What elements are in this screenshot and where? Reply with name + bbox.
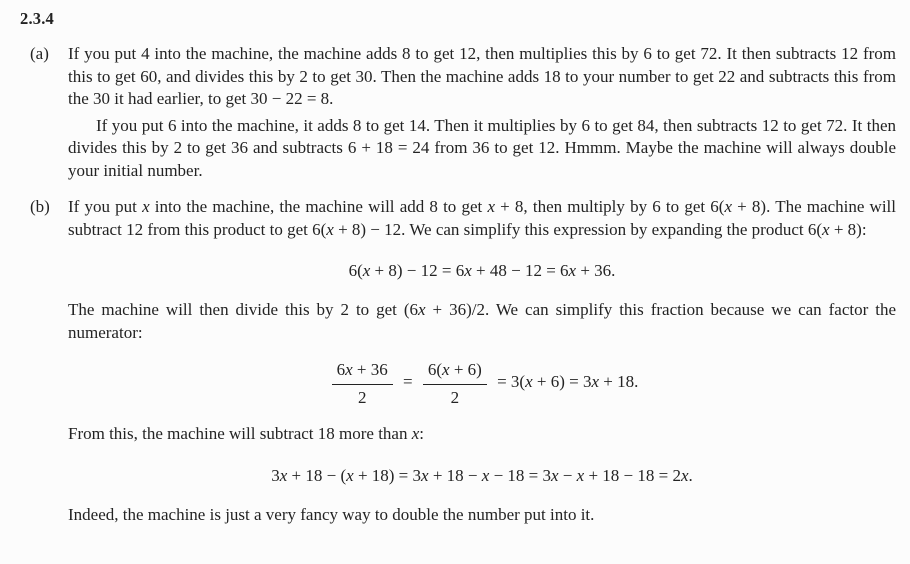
fraction-1-numerator: 6x + 36 xyxy=(332,359,393,385)
part-a-label: (a) xyxy=(30,44,49,63)
part-b-paragraph-4: Indeed, the machine is just a very fancy way to double the number put into it. xyxy=(68,504,595,524)
part-b-body xyxy=(68,196,896,526)
equation-expand-product: 6(x + 8) − 12 = 6x + 48 − 12 = 6x + 36. xyxy=(348,261,616,280)
part-a-paragraph-1: If you put 4 into the machine, the machine adds 8 to get 12, then multiplies this by 6 to get 72. It then subtracts 12 from this to get 60, and divides this by 2 to get 30. Then the machine adds 18 to your number to get 22 and subtracts this from the 30 it had earlier, to get 30 − 22 = 8. xyxy=(68,44,896,108)
fraction-1-denominator: 2 xyxy=(357,388,367,407)
equation-tail: = 3(x + 6) = 3x + 18. xyxy=(497,372,639,391)
part-b-label: (b) xyxy=(30,197,50,216)
part-b xyxy=(20,196,896,526)
part-a xyxy=(20,43,896,182)
fraction-1 xyxy=(332,359,393,409)
equation-subtract-simplify: 3x + 18 − (x + 18) = 3x + 18 − x − 18 = 3x − x + 18 − 18 = 2x. xyxy=(271,465,693,485)
equals-sign: = xyxy=(403,372,413,391)
part-a-paragraph-2: If you put 6 into the machine, it adds 8 to get 14. Then it multiplies by 6 to get 84, then subtracts 12 to get 72. It then divides this by 2 to get 36 and subtracts 6 + 18 = 24 from 36 to get 12. Hmmm. Maybe the machine will always double your initial number. xyxy=(68,115,896,180)
part-b-paragraph-2: The machine will then divide this by 2 to get (6x + 36)/2. We can simplify this fraction because we can factor the numerator: xyxy=(68,300,896,342)
part-a-body xyxy=(68,43,896,182)
fraction-2-numerator: 6(x + 6) xyxy=(423,359,487,385)
fraction-2 xyxy=(423,359,487,409)
part-b-paragraph-1: If you put x into the machine, the machine will add 8 to get x + 8, then multiply by 6 to get 6(x + 8). The machine will subtract 12 from this product to get 6(x + 8) − 12. We can simplify this expression by expanding the product 6(x + 8): xyxy=(68,197,897,239)
fraction-2-denominator: 2 xyxy=(450,388,460,407)
problem-number: 2.3.4 xyxy=(20,9,54,28)
equation-factor-fraction xyxy=(68,359,896,409)
part-b-paragraph-3: From this, the machine will subtract 18 more than x: xyxy=(68,424,424,443)
